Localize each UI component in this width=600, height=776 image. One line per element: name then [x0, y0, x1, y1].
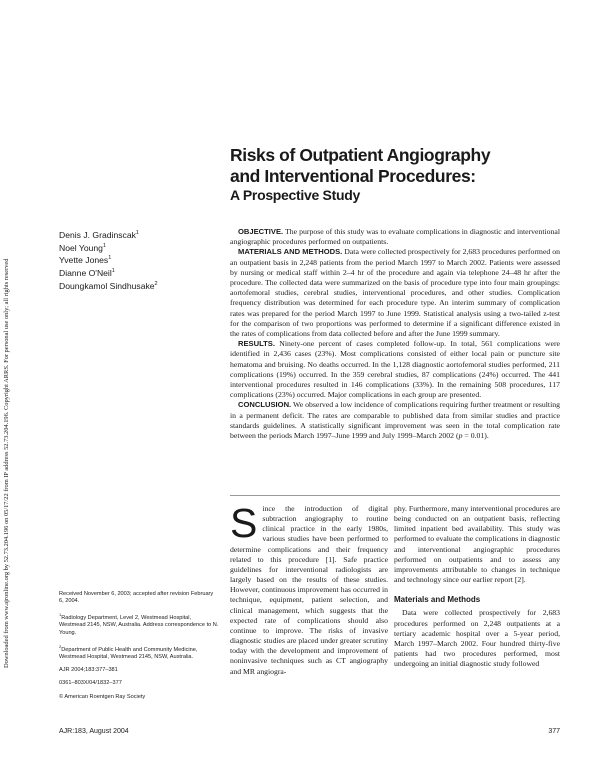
abstract-objective: OBJECTIVE. The purpose of this study was to evaluate complications in diagnostic and interventional angiographic procedures performed on outpatients.: [230, 227, 560, 247]
intro-paragraph-continued: phy. Furthermore, many interventional procedures are being conducted on an outpatient basis, reflecting limited inpatient bed availability. This study was performed to evaluate the complications in diagnostic and interventional angiographic procedures performed on outpatients and to assess any improvements attributable to changes in technique and technology since our earlier report [2].: [394, 504, 560, 585]
author: Noel Young$^1$: [59, 242, 107, 253]
article-footnotes: [59, 591, 219, 707]
author: Yvette Jones$^1$: [59, 255, 112, 266]
citation: AJR 2004;183:377–381: [59, 667, 118, 674]
page-number: 377: [548, 728, 560, 735]
issn: 0361–803X/04/1832–377: [59, 680, 122, 687]
conclusion-label: CONCLUSION.: [238, 400, 292, 410]
author-list: [59, 228, 219, 291]
abstract-results: RESULTS. Ninety-one percent of cases completed follow-up. In total, 561 complications were identified in 2,436 cases (23%). Most complications consisted of either local pain or puncture site hematoma and bruising. No deaths occurred. In the 1,128 diagnostic aortofemoral studies performed, 211 complications (19%) occurred. In the 359 cerebral studies, 87 complications (24%) occurred. The 441 interventional procedures resulted in 146 complications (33%). In the remaining 508 procedures, 117 complications (23%) occurred. Major complications in each group are presented.: [230, 339, 560, 400]
download-notice-sidebar: [3, 128, 13, 668]
affiliation-1: $^1$Radiology Department, Level 2, Westmead Hospital, Westmead 2145, NSW, Australia. Address correspondence to N. Young.: [59, 612, 219, 636]
methods-paragraph: Data were collected prospectively for 2,683 procedures performed on 2,248 outpatients at a tertiary academic hospital over a 5-year period, March 1997–March 2002. Four hundred thirty-five patients had two procedures performed, most undergoing an initial diagnostic study followed: [394, 608, 560, 669]
title-line-2: and Interventional Procedures:: [230, 166, 476, 186]
download-notice: Downloaded from www.ajronline.org by 52.73.204.196 on 05/17/22 from IP address 52.73.204.196. Copyright ARRS. For personal use only; all rights reserved: [3, 258, 10, 668]
footer-journal: AJR:183, August 2004: [59, 728, 129, 735]
affiliation-2: $^2$Department of Public Health and Community Medicine, Westmead Hospital, Westmead 2145, NSW, Australia.: [59, 643, 198, 660]
body-column-2: [394, 504, 560, 669]
body-column-1: [230, 500, 388, 677]
title-line-1: Risks of Outpatient Angiography: [230, 145, 491, 165]
section-heading: Materials and Methods: [394, 595, 481, 605]
author: Doungkamol Sindhusake$^2$: [59, 280, 158, 291]
abstract-divider: [230, 495, 560, 496]
abstract-methods: MATERIALS AND METHODS. Data were collected prospectively for 2,683 procedures performed on an outpatient basis in 2,248 patients from the period March 1997 to March 2002. Patients were assessed by nursing or medical staff within 2–4 hr of the procedure and again via telephone 24–48 hr after the procedure. The collected data were summarized on the basis of procedure type into four main groupings: aortofemoral studies, cerebral studies, interventional procedures, and other studies. Complication frequency distribution was determined for each procedure type. An interim summary of complication rates was prepared for the period March 1997 to June 1999. Statistical analysis using a two-tailed z-test for the comparison of two proportions was performed to determine if a significant difference existed in the rates of complications from data collected before and after the June 1999 summary.: [230, 247, 560, 339]
received-note: Received November 6, 2003; accepted after revision February 6, 2004.: [59, 591, 214, 605]
methods-label: MATERIALS AND METHODS.: [238, 247, 343, 257]
abstract-conclusion: CONCLUSION. We observed a low incidence of complications requiring further treatment or resulting in a permanent deficit. The rates are comparable to published data from similar studies and practice standards guidelines. A statistically significant improvement was seen in the total complication rate between the periods March 1997–June 1999 and July 1999–March 2002 (p = 0.01).: [230, 400, 560, 441]
article-subtitle: A Prospective Study: [230, 187, 360, 203]
article-title: [230, 145, 560, 187]
objective-label: OBJECTIVE.: [238, 227, 284, 236]
author: Denis J. Gradinscak$^1$: [59, 229, 139, 240]
author: Dianne O'Neil$^1$: [59, 267, 115, 278]
intro-paragraph: Since the introduction of digital subtraction angiography to routine clinical practice in the early 1980s, various studies have been performed to determine complications and their frequency related to this procedure [1]. Safe practice guidelines for interventional radiologists are largely based on the results of these studies. However, continuous improvement has occurred in technique, equipment, patient selection, and clinical management, which suggests that the expected rate of complications should also continue to improve. The risks of invasive diagnostic studies are placed under greater scrutiny today with the development and improvement of noninvasive techniques such as CT angiography and MR angiogra-: [230, 500, 388, 676]
copyright: © American Roentgen Ray Society: [59, 693, 146, 700]
results-label: RESULTS.: [238, 339, 275, 349]
drop-cap: S: [230, 500, 258, 546]
abstract: [230, 227, 560, 441]
